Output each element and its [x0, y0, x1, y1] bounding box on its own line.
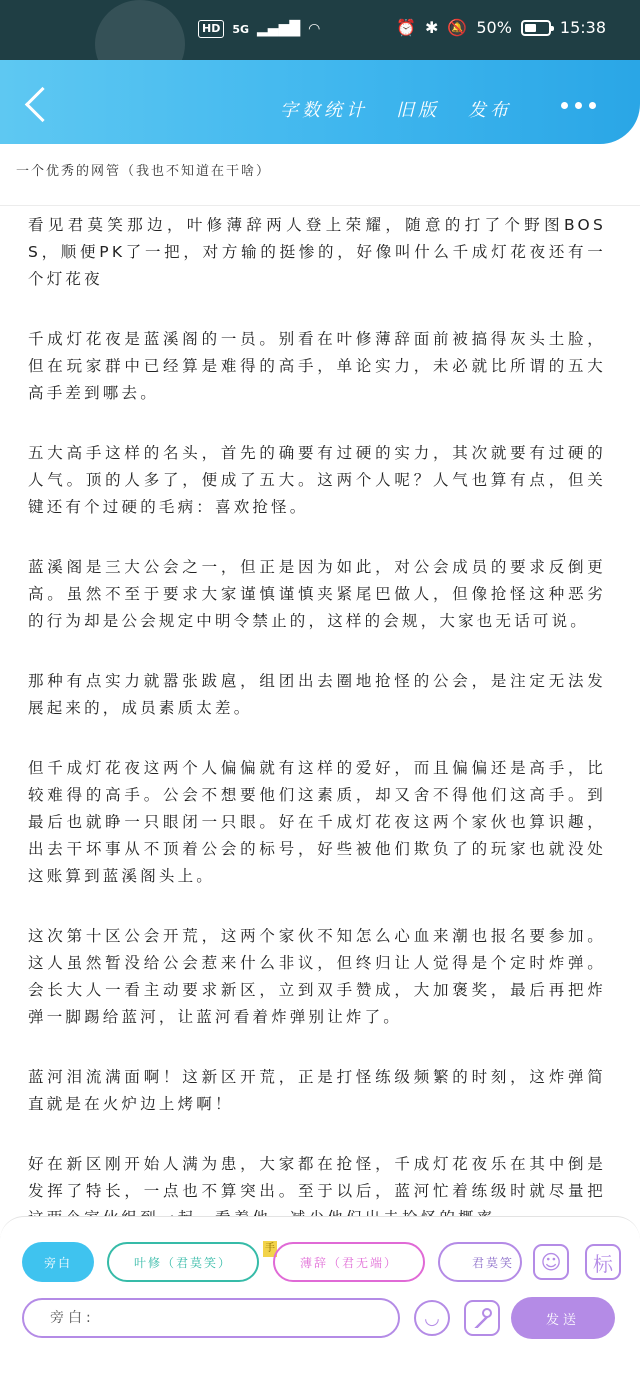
clock: 15:38 [559, 18, 606, 37]
character-avatar-icon[interactable]: ☺ [533, 1244, 569, 1280]
more-icon[interactable] [561, 102, 596, 109]
mute-icon: 🔕 [447, 18, 468, 37]
publish-button[interactable]: 发布 [468, 100, 512, 121]
role-chip-yexiu[interactable]: 叶修（君莫笑） [107, 1242, 259, 1282]
header-actions [280, 96, 512, 122]
paragraph[interactable]: 那种有点实力就嚣张跋扈，组团出去圈地抢怪的公会，是注定无法发展起来的，成员素质太差。 [28, 672, 606, 717]
wifi-icon: ◠ [308, 21, 321, 37]
paragraph[interactable]: 这次第十区公会开荒，这两个家伙不知怎么心血来潮也报名要参加。这人虽然暂没给公会惹来什么非议，但终归让人觉得是个定时炸弹。会长大人一看主动要求新区，立到双手赞成，大加褒奖，最后再把炸弹一脚踢给蓝河，让蓝河看着炸弹别让炸了。 [28, 927, 606, 1026]
battery-fill [525, 24, 536, 32]
role-chip-junmoxiao[interactable]: 君莫笑 [438, 1242, 522, 1282]
network-label: 5G [232, 22, 250, 36]
battery-percent: 50% [476, 18, 512, 37]
back-arrow-icon[interactable] [25, 87, 60, 122]
paragraph[interactable]: 蓝溪阁是三大公会之一，但正是因为如此，对公会成员的要求反倒更高。虽然不至于要求大家谨慎谨慎夹紧尾巴做人，但像抢怪这种恶劣的行为却是公会规定中明令禁止的，这样的会规，大家也无话可说。 [28, 558, 606, 630]
role-tag-button[interactable]: 标 [585, 1244, 621, 1280]
app-header [0, 60, 640, 144]
emoji-icon[interactable]: ◡ [414, 1300, 450, 1336]
battery-icon [521, 20, 551, 36]
editor-content[interactable] [28, 212, 606, 1265]
role-chip-narrator[interactable]: 旁白 [22, 1242, 94, 1282]
bluetooth-icon: ✱ [425, 18, 439, 37]
pin-badge: 手 [263, 1241, 277, 1257]
paragraph[interactable]: 五大高手这样的名头，首先的确要有过硬的实力，其次就要有过硬的人气。顶的人多了，便成了五大。这两个人呢？人气也算有点，但关键还有个过硬的毛病：喜欢抢怪。 [28, 444, 606, 516]
paragraph[interactable]: 蓝河泪流满面啊！这新区开荒，正是打怪练级频繁的时刻，这炸弹简直就是在火炉边上烤啊！ [28, 1068, 606, 1113]
status-right [396, 18, 606, 37]
send-button[interactable]: 发送 [511, 1297, 615, 1339]
divider [0, 205, 640, 206]
signal-icon: ▂▄▆█ [257, 21, 301, 37]
old-version-button[interactable]: 旧版 [396, 100, 440, 121]
status-left [198, 20, 320, 38]
alarm-icon: ⏰ [396, 18, 416, 37]
paragraph[interactable]: 千成灯花夜是蓝溪阁的一员。别看在叶修薄辞面前被搞得灰头土脸，但在玩家群中已经算是难得的高手，单论实力，未必就比所谓的五大高手差到哪去。 [28, 330, 606, 402]
word-count-button[interactable]: 字数统计 [280, 100, 368, 121]
status-bar [0, 0, 640, 60]
chapter-title[interactable]: 一个优秀的网管（我也不知道在干啥） [16, 164, 272, 179]
message-input[interactable]: 旁白: [22, 1298, 400, 1338]
image-icon[interactable] [464, 1300, 500, 1336]
paragraph[interactable]: 但千成灯花夜这两个人偏偏就有这样的爱好，而且偏偏还是高手，比较难得的高手。公会不想要他们这素质，却又舍不得他们这高手。到最后也就睁一只眼闭一只眼。好在千成灯花夜这两个家伙也算识趣，出去干坏事从不顶着公会的标号，好些被他们欺负了的玩家也就没处这账算到蓝溪阁头上。 [28, 759, 606, 885]
role-chip-boci[interactable]: 薄辞（君无端） [273, 1242, 425, 1282]
hd-badge: HD [198, 20, 224, 38]
paragraph[interactable]: 看见君莫笑那边，叶修薄辞两人登上荣耀，随意的打了个野图BOSS，顺便PK了一把，对方输的挺惨的，好像叫什么千成灯花夜还有一个灯花夜 [28, 216, 606, 288]
paragraph[interactable]: 好在新区刚开始人满为患，大家都在抢怪，千成灯花夜乐在其中倒是发挥了特长，一点也不算突出。至于以后，蓝河忙着练级时就尽量把 [28, 1155, 606, 1200]
